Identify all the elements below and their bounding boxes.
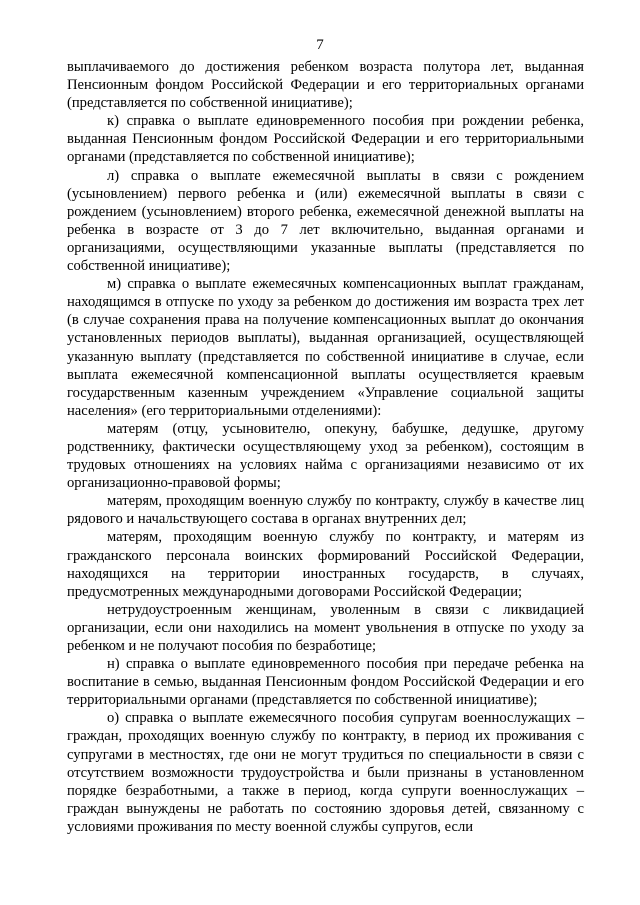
paragraph: к) справка о выплате единовременного пособия при рождении ребенка, выданная Пенсионным фондом Российской Федерации и его территориальными органами (представляется по собственной инициативе); (67, 113, 584, 166)
paragraph: выплачиваемого до достижения ребенком возраста полутора лет, выданная Пенсионным фондом Российской Федерации и его территориальных органами (представляется по собственной инициативе); (67, 59, 584, 112)
paragraph: матерям, проходящим военную службу по контракту, и матерям из гражданского персонала воинских формирований Российской Федерации, находящихся на территории иностранных государств, в случаях, предусмотренных международными договорами Российской Федерации; (67, 529, 584, 600)
paragraph: н) справка о выплате единовременного пособия при передаче ребенка на воспитание в семью, выданная Пенсионным фондом Российской Федерации и его территориальными органами (представляется по собственной инициативе); (67, 656, 584, 709)
paragraph: м) справка о выплате ежемесячных компенсационных выплат гражданам, находящимся в отпуске по уходу за ребенком до достижения им возраста трех лет (в случае сохранения права на получение компенсационных выплат до окончания установленных периодов выплаты), выданная организацией, осуществляющей указанную выплату (представляется по собственной инициативе в случае, если выплата ежемесячной компенсационной выплаты осуществляется краевым государственным казенным учреждением «Управление социальной защиты населения» (его территориальными отделениями): (67, 276, 584, 419)
page-number: 7 (316, 37, 324, 53)
document-text (67, 58, 584, 836)
paragraph: матерям (отцу, усыновителю, опекуну, бабушке, дедушке, другому родственнику, фактически осуществляющему уход за ребенком), состоящим в трудовых отношениях на условиях найма с организациями независимо от их организационно-правовой формы; (67, 420, 584, 492)
paragraph: л) справка о выплате ежемесячной выплаты в связи с рождением (усыновлением) первого ребенка и (или) ежемесячной выплаты в связи с рождением (усыновлением) второго ребенка, ежемесячной денежной выплаты на ребенка в возрасте от 3 до 7 лет включительно, выданная органами и организациями, осуществляющими указанные выплаты (представляется по собственной инициативе); (67, 167, 584, 275)
paragraph: нетрудоустроенным женщинам, уволенным в связи с ликвидацией организации, если они находились на момент увольнения в отпуске по уходу за ребенком и не получают пособия по безработице; (67, 601, 584, 654)
paragraph: матерям, проходящим военную службу по контракту, службу в качестве лиц рядового и начальствующего состава в органах внутренних дел; (67, 493, 584, 528)
paragraph: о) справка о выплате ежемесячного пособия супругам военнослужащих – граждан, проходящих военную службу по контракту, в период их проживания с супругами в местностях, где они не могут трудиться по специальности в связи с отсутствием возможности трудоустройства и были признаны в установленном порядке безработными, а также в период, когда супруги военнослужащих – граждан вынуждены не работать по состоянию здоровья детей, связанному с условиями проживания по месту военной службы супругов, если (67, 710, 584, 835)
